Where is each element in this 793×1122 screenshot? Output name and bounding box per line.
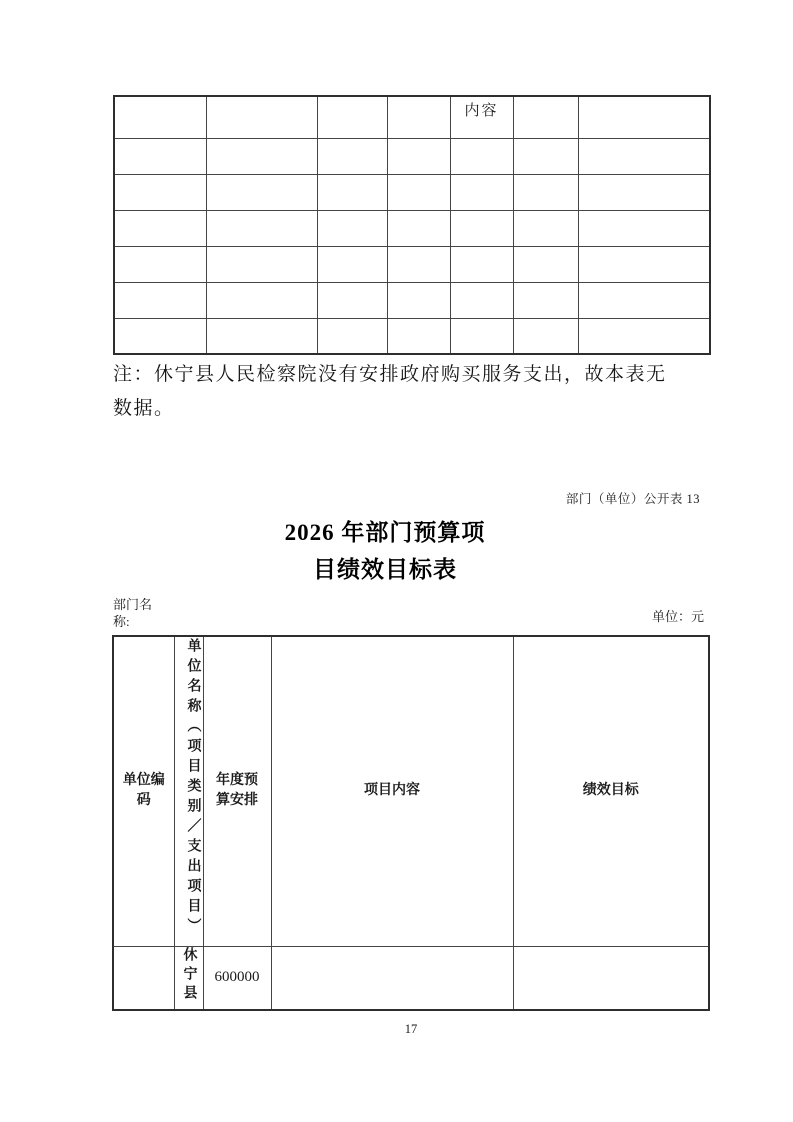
empty-cell: [387, 318, 450, 354]
table-row: [114, 210, 710, 246]
empty-cell: [317, 210, 387, 246]
empty-cell: [450, 138, 513, 174]
note-line-2: 数据。: [113, 398, 175, 419]
column-header-unit-code: 单位编码: [113, 636, 174, 946]
column-header-annual-budget: 年度预算安排: [203, 636, 271, 946]
empty-cell: [450, 246, 513, 282]
empty-cell: [513, 318, 578, 354]
table-row: [114, 96, 710, 138]
table-row: [114, 246, 710, 282]
performance-target-cell: [513, 946, 709, 1010]
empty-cell: [578, 138, 710, 174]
empty-cell: [206, 138, 317, 174]
empty-cell: [114, 282, 206, 318]
table-label: 部门（单位）公开表 13: [565, 492, 700, 506]
empty-cell: [513, 246, 578, 282]
budget-performance-table: [112, 635, 710, 1011]
empty-cell: [513, 138, 578, 174]
empty-cell: [578, 210, 710, 246]
empty-cell: [578, 174, 710, 210]
empty-cell: [387, 96, 450, 138]
table-header-row: [113, 636, 709, 946]
empty-cell: [578, 318, 710, 354]
unit-label: 单位：元: [651, 609, 704, 624]
table-row: [114, 318, 710, 354]
empty-cell: [387, 282, 450, 318]
empty-cell: [206, 282, 317, 318]
empty-cell: [513, 210, 578, 246]
empty-cell: [578, 282, 710, 318]
empty-cell: [317, 282, 387, 318]
table-row: [114, 282, 710, 318]
empty-cell: [206, 318, 317, 354]
empty-cell: [450, 318, 513, 354]
empty-cell: [513, 174, 578, 210]
empty-cell: [513, 96, 578, 138]
project-content-cell: [271, 946, 513, 1010]
table-row: [114, 138, 710, 174]
empty-cell: [206, 174, 317, 210]
empty-cell: [387, 138, 450, 174]
empty-cell: [450, 282, 513, 318]
unit-code-cell: [113, 946, 174, 1010]
empty-cell: [450, 174, 513, 210]
empty-cell: [387, 246, 450, 282]
empty-cell: [206, 210, 317, 246]
empty-cell: [114, 210, 206, 246]
empty-cell: [317, 138, 387, 174]
column-header-project-content: 项目内容: [271, 636, 513, 946]
empty-cell: [317, 318, 387, 354]
note-line-1: 注：休宁县人民检察院没有安排政府购买服务支出，故本表无: [113, 364, 667, 385]
empty-cell: [317, 174, 387, 210]
empty-cell: [206, 96, 317, 138]
empty-cell: [114, 318, 206, 354]
page-title: [55, 514, 715, 588]
content-header-cell: 内容: [450, 96, 513, 138]
department-label-line-2: 称:: [113, 614, 130, 629]
table-row: [113, 946, 709, 1010]
empty-cell: [578, 96, 710, 138]
column-header-performance-target: 绩效目标: [513, 636, 709, 946]
empty-cell: [317, 96, 387, 138]
empty-cell: [317, 246, 387, 282]
annual-budget-cell: 600000: [203, 946, 271, 1010]
empty-cell: [387, 174, 450, 210]
empty-cell: [513, 282, 578, 318]
empty-cell: [114, 138, 206, 174]
empty-cell: [387, 210, 450, 246]
column-header-unit-name: 单位名称（项目类别／支出项目）: [174, 636, 203, 946]
empty-cell: [450, 210, 513, 246]
department-label-line-1: 部门名: [113, 597, 153, 612]
table-row: [114, 174, 710, 210]
note-text: [113, 358, 713, 426]
empty-cell: [114, 174, 206, 210]
department-name-label: [113, 596, 165, 630]
empty-cell: [114, 96, 206, 138]
title-line-1: 2026 年部门预算项: [284, 520, 486, 545]
page-number: 17: [404, 1022, 418, 1036]
title-line-2: 目绩效目标表: [313, 557, 457, 582]
empty-cell: [114, 246, 206, 282]
unit-name-cell: 休宁县: [174, 946, 203, 1010]
empty-cell: [578, 246, 710, 282]
service-purchase-table: [113, 95, 711, 355]
empty-cell: [206, 246, 317, 282]
